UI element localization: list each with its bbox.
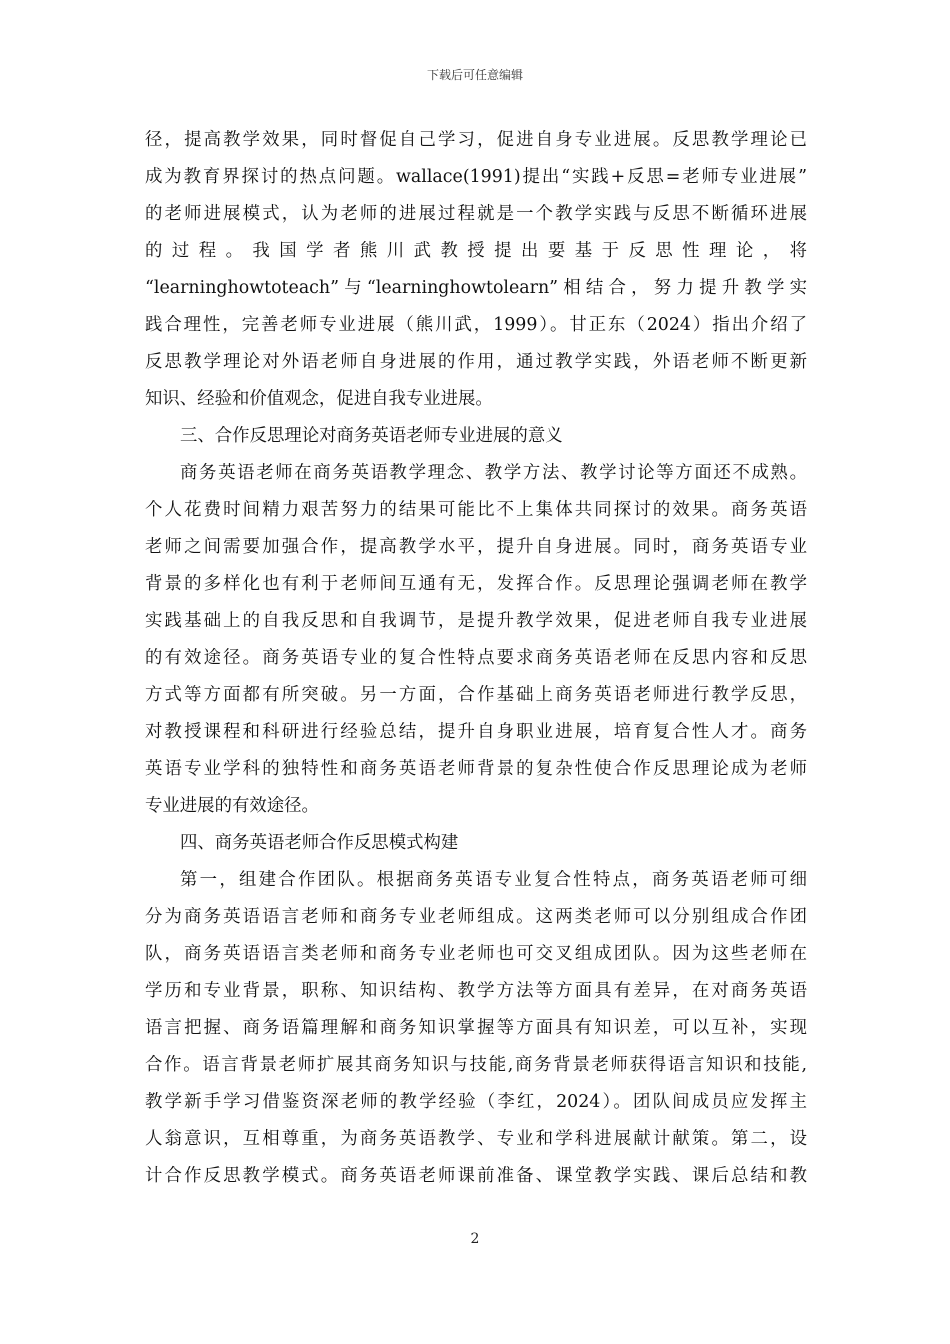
text-line: 的有效途径。商务英语专业的复合性特点要求商务英语老师在反思内容和反思 [145,648,807,668]
text-line: 实践基础上的自我反思和自我调节，是提升教学效果，促进老师自我专业进展 [145,611,807,631]
text-line: 的过程。我国学者熊川武教授提出要基于反思性理论，将 [145,241,807,261]
text-line: 背景的多样化也有利于老师间互通有无，发挥合作。反思理论强调老师在教学 [145,574,807,594]
text-line: 的老师进展模式，认为老师的进展过程就是一个教学实践与反思不断循环进展 [145,204,807,224]
document-body [145,122,807,1195]
text-line: 专业进展的有效途径。 [145,796,319,816]
section-heading: 三、合作反思理论对商务英语老师专业进展的意义 [180,426,563,446]
text-line: 语言把握、商务语篇理解和商务知识掌握等方面具有知识差，可以互补，实现 [145,1018,807,1038]
text-line: 知识、经验和价值观念，促进自我专业进展。 [145,389,493,409]
text-line: 计合作反思教学模式。商务英语老师课前准备、课堂教学实践、课后总结和教 [145,1166,807,1186]
text-line: 径，提高教学效果，同时督促自己学习，促进自身专业进展。反思教学理论已 [145,130,807,150]
text-line: 践合理性，完善老师专业进展（熊川武，1999）。甘正东（2024）指出介绍了 [145,315,807,335]
section-heading: 四、商务英语老师合作反思模式构建 [180,833,459,853]
page-header: 下载后可任意编辑 [426,68,523,82]
text-line: 反思教学理论对外语老师自身进展的作用，通过教学实践，外语老师不断更新 [145,352,807,372]
text-line: 人翁意识，互相尊重，为商务英语教学、专业和学科进展献计献策。第二，设 [145,1129,807,1149]
text-line: 教学新手学习借鉴资深老师的教学经验（李红，2024）。团队间成员应发挥主 [145,1092,807,1112]
text-line: 第一，组建合作团队。根据商务英语专业复合性特点，商务英语老师可细 [180,870,807,890]
text-line: 成为教育界探讨的热点问题。wallace(1991)提出“实践+反思=老师专业进展” [145,167,807,187]
page-number: 2 [470,1231,480,1247]
text-line: 学历和专业背景，职称、知识结构、教学方法等方面具有差异，在对商务英语 [145,981,807,1001]
text-line: 商务英语老师在商务英语教学理念、教学方法、教学讨论等方面还不成熟。 [180,463,807,483]
text-line: 对教授课程和科研进行经验总结，提升自身职业进展，培育复合性人才。商务 [145,722,807,742]
text-line: 英语专业学科的独特性和商务英语老师背景的复杂性使合作反思理论成为老师 [145,759,807,779]
text-line: 个人花费时间精力艰苦努力的结果可能比不上集体共同探讨的效果。商务英语 [145,500,807,520]
text-line: 方式等方面都有所突破。另一方面，合作基础上商务英语老师进行教学反思， [145,685,807,705]
text-line: “learninghowtoteach”与“learninghowtolearn”相结合，努力提升教学实 [145,278,807,298]
text-line: 队，商务英语语言类老师和商务专业老师也可交叉组成团队。因为这些老师在 [145,944,807,964]
text-line: 分为商务英语语言老师和商务专业老师组成。这两类老师可以分别组成合作团 [145,907,807,927]
text-line: 老师之间需要加强合作，提高教学水平，提升自身进展。同时，商务英语专业 [145,537,807,557]
text-line: 合作。语言背景老师扩展其商务知识与技能,商务背景老师获得语言知识和技能, [145,1055,807,1075]
